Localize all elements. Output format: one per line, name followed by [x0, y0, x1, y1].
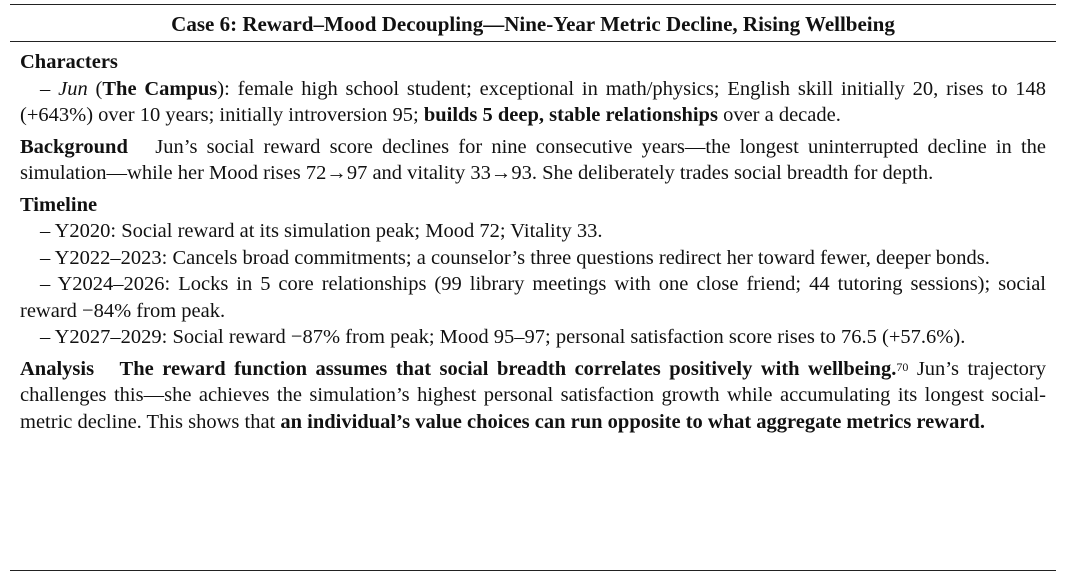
timeline-item: – Y2027–2029: Social reward −87% from peak; Mood 95–97; personal satisfaction score rises to 76.5 (+57.6%). — [40, 326, 966, 348]
background-text: Jun’s social reward score declines for nine consecutive years—the longest uninterrupted decline in the simulation—while her Mood rises 72→97 and vitality 33→93. She deliberately trades social breadth for depth. — [20, 135, 1046, 184]
characters-description: ): female high school student; exceptional in math/physics; English skill initially 20, rises to 148 (+643%) over 10 years; initially introversion 95; — [20, 77, 1047, 126]
background-paragraph — [20, 134, 1046, 187]
top-rule — [10, 4, 1056, 5]
characters-highlight: builds 5 deep, stable relationships — [423, 104, 718, 126]
characters-tail: over a decade. — [717, 104, 841, 126]
analysis-heading: Analysis — [20, 357, 95, 380]
character-setting: The Campus — [102, 77, 218, 100]
title-rule — [10, 41, 1056, 42]
characters-heading: Characters — [20, 51, 118, 73]
analysis-claim: The reward function assumes that social breadth correlates positively with wellbeing. — [119, 357, 897, 380]
timeline-heading: Timeline — [20, 193, 98, 216]
analysis-paragraph — [20, 356, 1046, 436]
case-content — [20, 49, 1046, 435]
background-heading: Background — [20, 135, 128, 158]
page-number: 70 — [896, 359, 909, 374]
characters-text — [20, 76, 1046, 129]
analysis-text: Jun’s trajectory challenges this—she achieves the simulation’s highest personal satisfaction growth while accumulating its longest social-metric decline. This shows that — [20, 357, 1046, 433]
timeline-item: – Y2020: Social reward at its simulation peak; Mood 72; Vitality 33. — [40, 220, 603, 242]
bottom-rule — [10, 570, 1056, 571]
timeline-item: – Y2022–2023: Cancels broad commitments; a counselor’s three questions redirect her toward fewer, deeper bonds. — [40, 246, 990, 269]
analysis-conclusion: an individual’s value choices can run opposite to what aggregate metrics reward. — [280, 410, 985, 433]
characters-dash: – — [40, 77, 59, 100]
paren-open: ( — [87, 77, 103, 100]
case-box — [10, 4, 1056, 572]
timeline-item: – Y2024–2026: Locks in 5 core relationships (99 library meetings with one close friend; 44 tutoring sessions); social reward −84% from peak. — [20, 273, 1046, 322]
case-title: Case 6: Reward–Mood Decoupling—Nine-Year Metric Decline, Rising Wellbeing — [171, 12, 895, 36]
character-name: Jun — [58, 77, 88, 100]
